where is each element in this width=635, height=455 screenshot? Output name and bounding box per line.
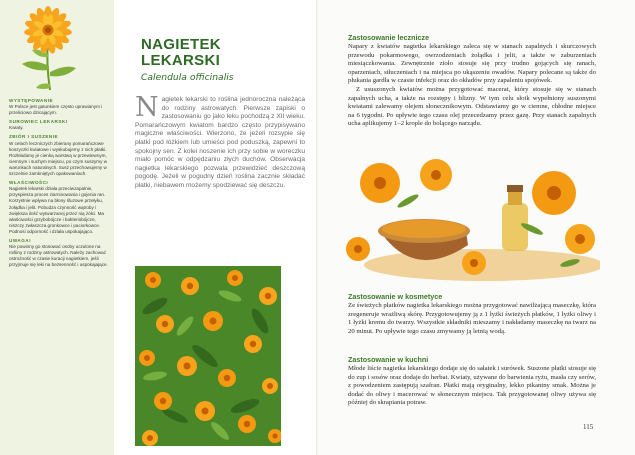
section-heading-kitchen: Zastosowanie w kuchni bbox=[348, 355, 429, 364]
section-cosmetics bbox=[348, 302, 596, 336]
calendula-field-photo bbox=[135, 266, 281, 446]
page-number: 115 bbox=[583, 423, 594, 431]
latin-name: Calendula officinalis bbox=[141, 72, 234, 83]
sidebar-heading-properties: WŁAŚCIWOŚCI bbox=[9, 180, 49, 186]
section-heading-cosmetics: Zastosowanie w kosmetyce bbox=[348, 292, 443, 301]
sidebar-text-properties: Nagietek lekarski działa przeciwzapalnie, przyspiesza proces ziarninowania i gojenia ran. Korzystnie wpływa na błony śluzowe przełyku, żołądka i jelit. Pobudza czynność wątroby i zwiększa ilość wytwarzanej przez nią żółci. Ma właściwości grzybobójcze i bakteriobójcze, niszczy zwłaszcza gronkowce i paciorkowce. Podnosi odporność i działa uspokajająco. bbox=[9, 186, 106, 234]
sidebar-heading-warning: UWAGA! bbox=[9, 237, 32, 243]
title-line-1: NAGIETEK bbox=[141, 36, 221, 53]
sidebar-text bbox=[9, 95, 109, 269]
sidebar-text-harvest: W celach leczniczych zbierany pomarańczowe koszyczki kwiatowe i wyskubujemy z nich płatki. Rozkładamy je cienką warstwą w przewiewnym, ciemnym i suchym miejscu, po czym suszymy w warunkach naturalnych. Susz przechowujemy w szczelnie zamkniętych opakowaniach. bbox=[9, 140, 108, 177]
intro-text: agietek lekarski to roślina jednoroczna należąca do rodziny astrowatych. Pierwsze zapiski o zastosowaniu go jako leku pochodzą z XII wieku. Pomarańczowym kwiatom bardzo często przypisywano magiczne właściwości. Wierzono, że jeżeli rozsypie się płatki pod łóżkiem lub umieści pod poduszką, zapewni to spokojny sen. Z kolei noszenie ich przy sobie w woreczku miało pomóc w odpędzaniu złych duchów. Obserwacja nagietka lekarskiego pozwala przewidzieć deszczową pogodę. Jeżeli w pogodny dzień roślina zacznie składać płatki, niebawem możemy spodziewać się deszczu. bbox=[135, 96, 305, 189]
paragraph-medicinal-2: Z ususzonych kwiatów można przygotować macerat, który stosuje się w stanach zapalnych ucha, a także na rozstępy i blizny. W tym celu słoik wypełniony suszonymi kwiatami zalewamy olejem słonecznikowym. Odstawiamy go w ciemne, chłodne miejsce na 6 tygodni. Po upływie tego czasu olej przecedzamy przez gazę. Przy stanach zapalnych ucha aplikujemy 1–2 krople do bolącego narządu. bbox=[348, 85, 596, 128]
paragraph-cosmetics: Ze świeżych płatków nagietka lekarskiego można przygotować nawilżającą maseczkę, która zregeneruje wrażliwą skórę. Przygotowujemy ją z 1 łyżki świeżych płatków, 1 łyżki oliwy i 1 łyżki kremu do twarzy. Wszystkie składniki mieszamy i nakładamy maseczkę na twarz na 20 minut. Po upływie tego czasu zmywamy ją letnią wodą. bbox=[348, 302, 596, 335]
sidebar-text-occurrence: W Polsce jest gatunkiem często uprawianym i przeliciowo dzicającym. bbox=[9, 104, 103, 116]
sidebar-heading-occurrence: WYSTĘPOWANIE bbox=[9, 98, 54, 103]
section-kitchen bbox=[348, 365, 596, 408]
sidebar-text-warning: Nie powinny go stosować osoby uczulone na rośliny z rodziny astrowatych. Należy zachować ostrożność w czasie kuracji nagietkiem, jeśli przyjmuje się leki na bezsenność i uspokajające. bbox=[9, 244, 108, 268]
sidebar bbox=[0, 0, 114, 455]
sidebar-text-raw-material: Kwiaty. bbox=[9, 125, 24, 131]
title-line-2: LEKARSKI bbox=[141, 52, 221, 69]
page-title bbox=[141, 37, 311, 69]
paragraph-medicinal-1: Napary z kwiatów nagietka lekarskiego zaleca się w stanach zapalnych i skurczowych przewodu pokarmowego, owrzodzeniach żołądka i jelit, a także w zaburzeniach miesiączkowania. Zewnętrznie zioło stosuje się przy trudno gojących się ranach, oparzeniach, stłuczeniach i na miejsca po ukąszeniu owadów. Napary polecane są także do płukania gardła w czasie infekcji oraz do okładów przy zapaleniu spojówek. bbox=[348, 43, 596, 85]
dried-calendula-photo bbox=[344, 153, 600, 283]
paragraph-kitchen: Młode liście nagietka lekarskiego dodaje się do sałatek i surówek. Suszone płatki stosuje się do zup i sosów oraz dodaje do herbat. Kwiaty, używane do barwienia ryżu, masła czy serów, z powodzeniem zastępują szafran. Płatki mają oryginalny, lekko pikantny smak. Można je dodać do oliwy i macerować w słonecznym miejscu. Tak przygotowanej oliwy używa się później do skrapiania potraw. bbox=[348, 365, 596, 407]
drop-cap: N bbox=[135, 92, 159, 123]
calendula-illustration bbox=[10, 6, 96, 92]
section-medicinal bbox=[348, 43, 596, 129]
intro-paragraph bbox=[135, 92, 305, 191]
sidebar-heading-raw-material: SUROWIEC LEKARSKI bbox=[9, 119, 68, 125]
sidebar-heading-harvest: ZBIÓR I SUSZENIE bbox=[9, 134, 59, 140]
section-heading-medicinal: Zastosowanie lecznicze bbox=[348, 33, 430, 42]
